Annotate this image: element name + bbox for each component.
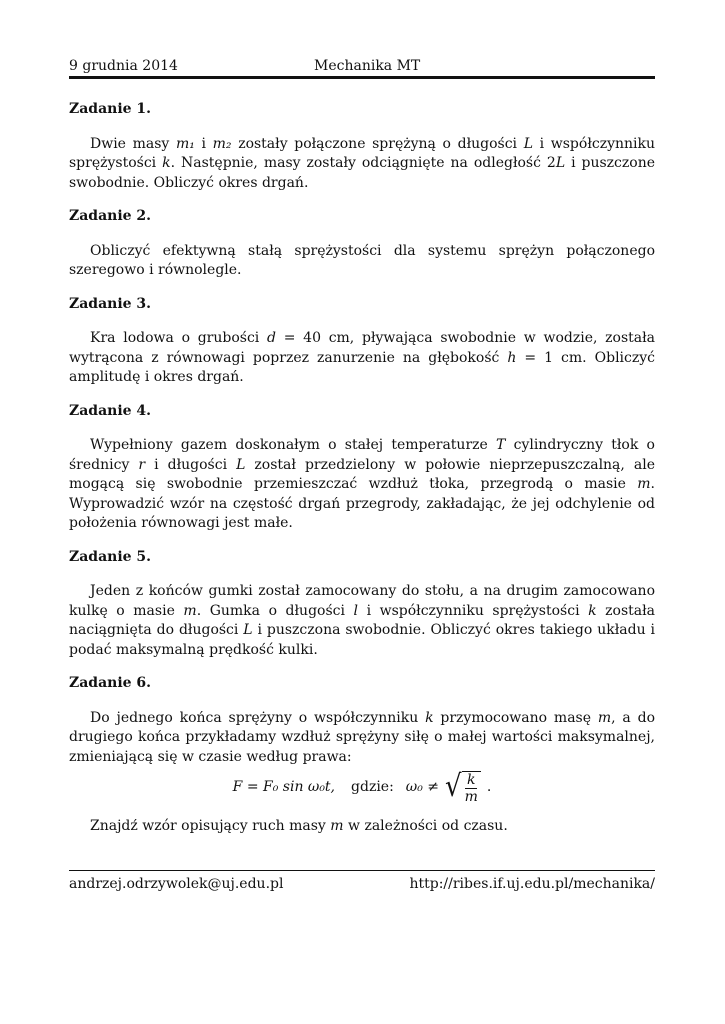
- formula-end: .: [486, 779, 492, 796]
- task-title: Zadanie 1.: [69, 101, 152, 117]
- task-2: [69, 207, 655, 281]
- task-text: Do jednego końca sprężyny o współczynniku k przymocowano masę m, a do drugiego końca przykładamy wzdłuż sprężyny siłę o małej wartości maksymalnej, zmieniającą się w czasie według prawa:: [69, 709, 656, 765]
- task-text: Dwie masy m₁ i m₂ zostały połączone sprężyną o długości L i współczynniku sprężystości k. Następnie, masy zostały odciągnięte na odległość 2L i puszczone swobodnie. Obliczyć okres drgań.: [69, 135, 655, 191]
- header-rule: [69, 76, 655, 79]
- sqrt-symbol: √ $\frac{k}{m}$: [445, 771, 481, 805]
- footer-rule: [69, 870, 655, 871]
- task-title: Zadanie 6.: [69, 675, 152, 691]
- task-title: Zadanie 2.: [69, 208, 152, 224]
- task-title: Zadanie 3.: [69, 295, 152, 312]
- header-subject: Mechanika MT: [314, 58, 421, 74]
- task-text: Obliczyć efektywną stałą sprężystości dla systemu sprężyn połączonego szeregowo i równolegle.: [69, 242, 655, 278]
- footer-url[interactable]: http://ribes.if.uj.edu.pl/mechanika/: [409, 876, 655, 892]
- task-text-after: Znajdź wzór opisujący ruch masy m w zależności od czasu.: [90, 818, 508, 834]
- footer-email[interactable]: andrzej.odrzywolek@uj.edu.pl: [69, 876, 284, 892]
- task-5: [69, 548, 655, 661]
- task-title: Zadanie 5.: [69, 548, 152, 565]
- task-text: Kra lodowa o grubości d = 40 cm, pływająca swobodnie w wodzie, została wytrącona z równowagi poprzez zanurzenie na głębokość h = 1 cm. Obliczyć amplitudę i okres drgań.: [69, 330, 656, 385]
- task-text: Jeden z końców gumki został zamocowany do stołu, a na drugim zamocowano kulkę o masie m. Gumka o długości l i współczynniku sprężystości k została naciągnięta do długości L i puszczona swobodnie. Obliczyć okres takiego układu i podać maksymalną prędkość kulki.: [69, 583, 655, 658]
- fraction: [462, 771, 481, 805]
- task-text: Wypełniony gazem doskonałym o stałej temperaturze T cylindryczny tłok o średnicy r i długości L został przedzielony w połowie nieprzepuszczalną, ale mogącą się swobodnie przemieszczać wzdłuż tłoka, przegrodą o masie m. Wyprowadzić wzór na częstość drgań przegrody, zakładając, że jej odchylenie od położenia równowagi jest małe.: [69, 437, 655, 531]
- task-4: [69, 402, 655, 534]
- formula-omega: ω₀ ≠: [405, 779, 440, 796]
- formula-lhs: F = F₀ sin ω₀t,: [232, 779, 336, 796]
- formula: [69, 771, 655, 809]
- task-6: [69, 674, 655, 837]
- task-3: [69, 295, 655, 388]
- formula-gdzie: gdzie:: [351, 779, 394, 796]
- task-list: [69, 100, 655, 851]
- fraction-denominator: m: [464, 789, 478, 805]
- page-header: [69, 58, 655, 78]
- document-page: [69, 0, 655, 1024]
- task-title: Zadanie 4.: [69, 402, 152, 419]
- task-1: [69, 100, 655, 193]
- header-date: 9 grudnia 2014: [69, 58, 178, 74]
- fraction-numerator: k: [466, 772, 476, 788]
